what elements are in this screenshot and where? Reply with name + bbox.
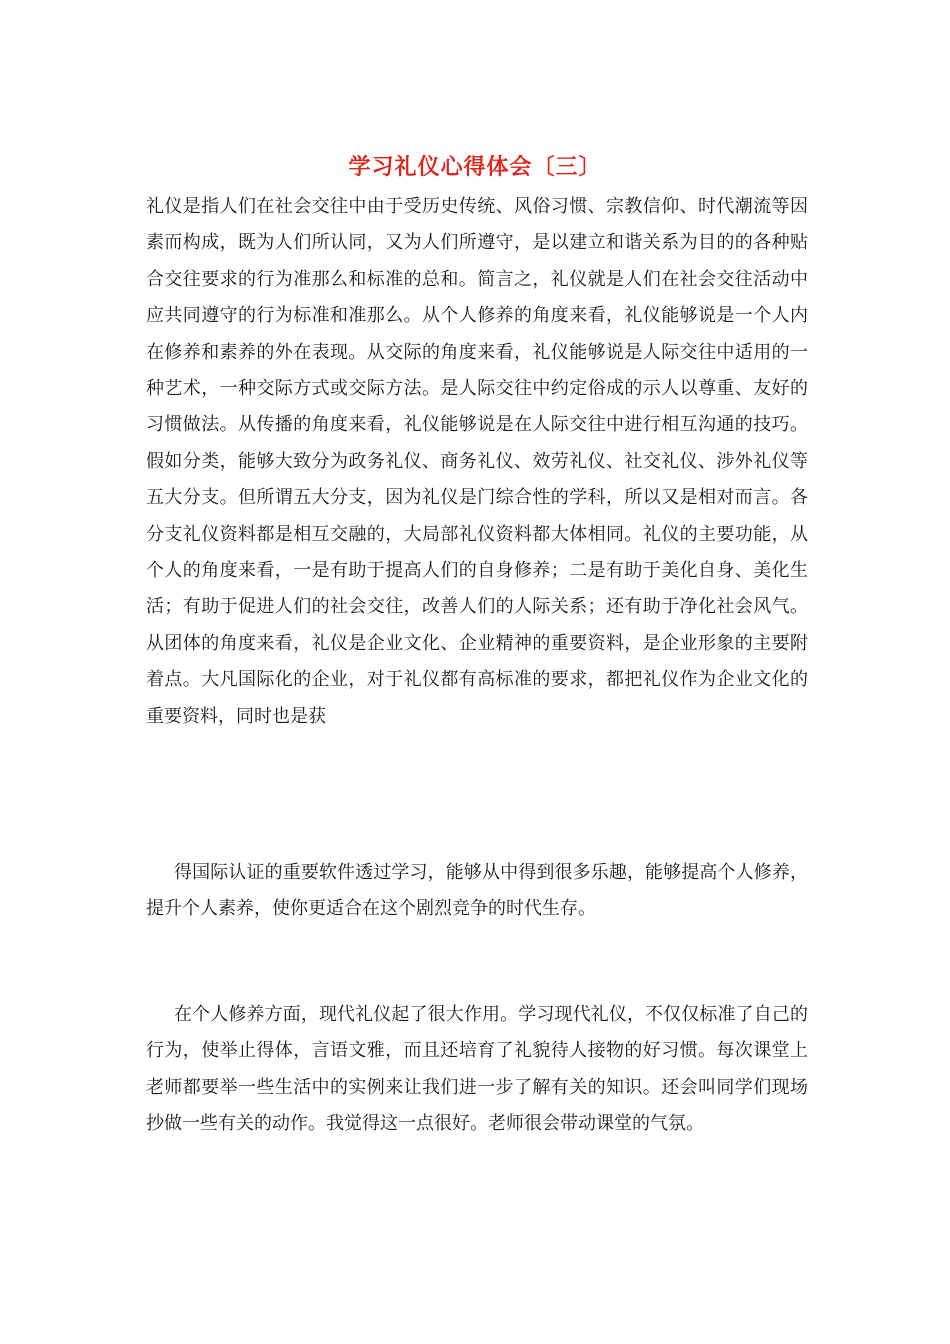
paragraph-3: 在个人修养方面，现代礼仪起了很大作用。学习现代礼仪，不仅仅标准了自己的行为，使举止得体，言语文雅，而且还培育了礼貌待人接物的好习惯。每次课堂上老师都要举一些生活中的实例来让我们进一步了解有关的知识。还会叫同学们现场抄做一些有关的动作。我觉得这一点很好。老师很会带动课堂的气氛。	[146, 1004, 808, 1135]
paragraph-2: 得国际认证的重要软件透过学习，能够从中得到很多乐趣，能够提高个人修养，提升个人素养，使你更适合在这个剧烈竞争的时代生存。	[146, 862, 808, 920]
paragraph-1: 礼仪是指人们在社会交往中由于受历史传统、风俗习惯、宗教信仰、时代潮流等因素而构成，既为人们所认同，又为人们所遵守，是以建立和谐关系为目的的各种贴合交往要求的行为准那么和标准的总和。简言之，礼仪就是人们在社会交往活动中应共同遵守的行为标准和准那么。从个人修养的角度来看，礼仪能够说是一个人内在修养和素养的外在表现。从交际的角度来看，礼仪能够说是人际交往中适用的一种艺术，一种交际方式或交际方法。是人际交往中约定俗成的示人以尊重、友好的习惯做法。从传播的角度来看，礼仪能够说是在人际交往中进行相互沟通的技巧。假如分类，能够大致分为政务礼仪、商务礼仪、效劳礼仪、社交礼仪、涉外礼仪等五大分支。但所谓五大分支，因为礼仪是门综合性的学科，所以又是相对而言。各分支礼仪资料都是相互交融的，大局部礼仪资料都大体相同。礼仪的主要功能，从个人的角度来看，一是有助于提高人们的自身修养；二是有助于美化自身、美化生活；有助于促进人们的社会交往，改善人们的人际关系；还有助于净化社会风气。从团体的角度来看，礼仪是企业文化、企业精神的重要资料，是企业形象的主要附着点。大凡国际化的企业，对于礼仪都有高标准的要求，都把礼仪作为企业文化的重要资料，同时也是获	[146, 196, 808, 727]
document-title: 学习礼仪心得体会〔三〕	[348, 154, 602, 180]
